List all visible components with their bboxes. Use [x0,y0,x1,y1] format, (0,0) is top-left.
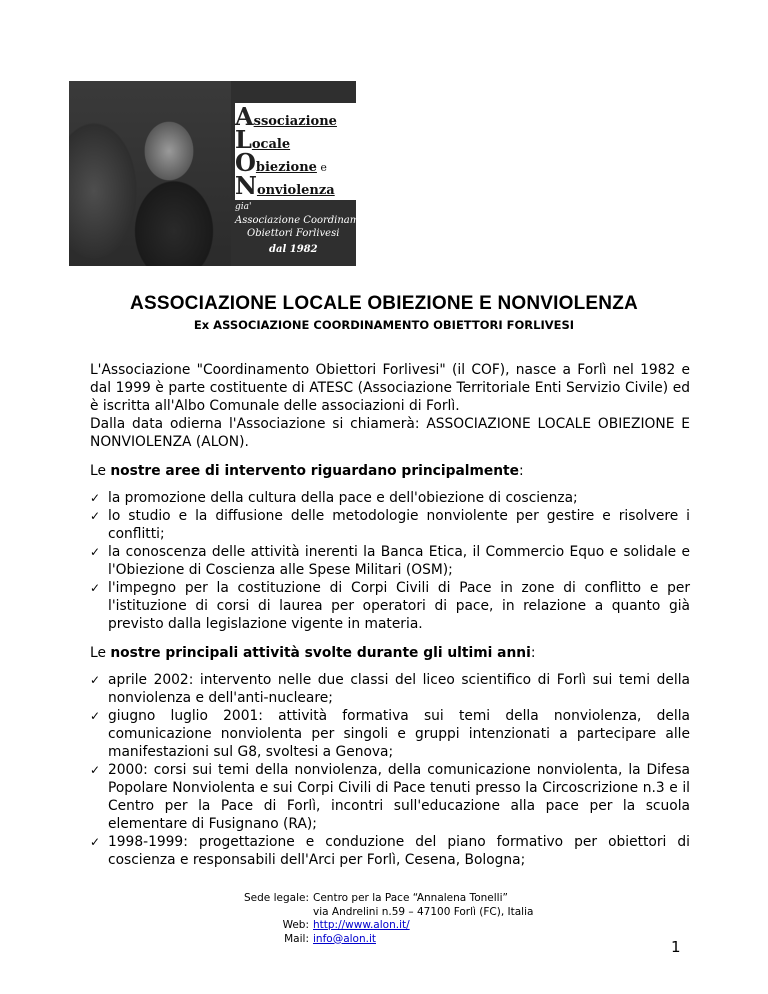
sede-line-2: via Andrelini n.59 – 47100 Forlì (FC), Italia [313,905,534,918]
page-subtitle: Ex ASSOCIAZIONE COORDINAMENTO OBIETTORI FORLIVESI [193,318,575,332]
sede-line-1: Centro per la Pace “Annalena Tonelli” [313,892,508,904]
check-icon: ✓ [90,509,101,523]
document-body [90,361,690,869]
logo-since: dal 1982 [269,244,318,255]
logo-former-name-1: Associazione Coordinamento [235,215,382,226]
list-item: ✓ l'impegno per la costituzione di Corpi Civili di Pace in zone di conflitto e per l'istituzione di corsi di laurea per operatori di pace, in relazione a quanto già previsto dalla legislazione vigente in materia. [90,580,690,632]
list-item: ✓ la promozione della cultura della pace e dell'obiezione di coscienza; [90,490,578,506]
page-number: 1 [671,938,681,956]
section-1-list [90,489,690,633]
logo-former-name-2: Obiettori Forlivesi [247,228,340,239]
check-icon: ✓ [90,835,101,849]
page-footer [229,892,533,946]
intro-paragraph-2: Dalla data odierna l'Associazione si chiamerà: ASSOCIAZIONE LOCALE OBIEZIONE E NONVIOLENZA (ALON). [90,416,690,450]
sede-label: Sede legale: [244,892,309,904]
check-icon: ✓ [90,709,101,723]
logo-acronym [235,102,337,200]
mail-label: Mail: [284,932,309,945]
list-item: ✓ 2000: corsi sui temi della nonviolenza, della comunicazione nonviolenta, la Difesa Popolare Nonviolenta e sui Corpi Civili di Pace tenuti presso la Circoscrizione n.3 e il Centro per la Pace di Forlì, incontri sull'educazione alla pace per la scuola elementare di Fusignano (RA); [90,762,690,832]
check-icon: ✓ [90,491,101,505]
list-item: ✓ lo studio e la diffusione delle metodologie nonviolente per gestire e risolvere i conflitti; [90,508,690,542]
check-icon: ✓ [90,545,101,559]
intro-paragraph-1: L'Associazione "Coordinamento Obiettori Forlivesi" (il COF), nasce a Forlì nel 1982 e dal 1999 è parte costituente di ATESC (Associazione Territoriale Enti Servizio Civile) ed è iscritta all'Albo Comunale delle associazioni di Forlì. [90,362,690,414]
logo-row-a: Associazione [235,102,337,131]
page-title: ASSOCIAZIONE LOCALE OBIEZIONE E NONVIOLENZA [130,293,638,314]
web-link[interactable]: http://www.alon.it/ [313,919,410,931]
list-item: ✓ giugno luglio 2001: attività formativa sui temi della nonviolenza, della comunicazione nonviolenta per singoli e gruppi intenzionati a partecipare alle manifestazioni sul G8, svoltesi a Genova; [90,708,690,760]
alon-logo [69,81,382,266]
logo-row-n: Nonviolenza [235,171,335,200]
check-icon: ✓ [90,673,101,687]
logo-photo-image [69,81,231,266]
web-label: Web: [282,919,309,931]
mail-link[interactable]: info@alon.it [313,932,376,945]
section-1-heading: Le nostre aree di intervento riguardano principalmente: [90,463,524,479]
logo-row-l: Locale [235,125,291,154]
check-icon: ✓ [90,763,101,777]
check-icon: ✓ [90,581,101,595]
list-item: ✓ la conoscenza delle attività inerenti la Banca Etica, il Commercio Equo e solidale e l'Obiezione di Coscienza alle Spese Militari (OSM); [90,544,690,578]
section-2-heading: Le nostre principali attività svolte durante gli ultimi anni: [90,645,536,661]
list-item: ✓ 1998-1999: progettazione e conduzione del piano formativo per obiettori di coscienza e responsabili dell'Arci per Forlì, Cesena, Bologna; [90,834,690,868]
logo-row-o: Obiezione e [235,148,327,177]
section-2-list [90,671,690,869]
list-item: ✓ aprile 2002: intervento nelle due classi del liceo scientifico di Forlì sui temi della nonviolenza e dell'anti-nucleare; [90,672,690,706]
logo-gia: gia' [235,202,252,212]
